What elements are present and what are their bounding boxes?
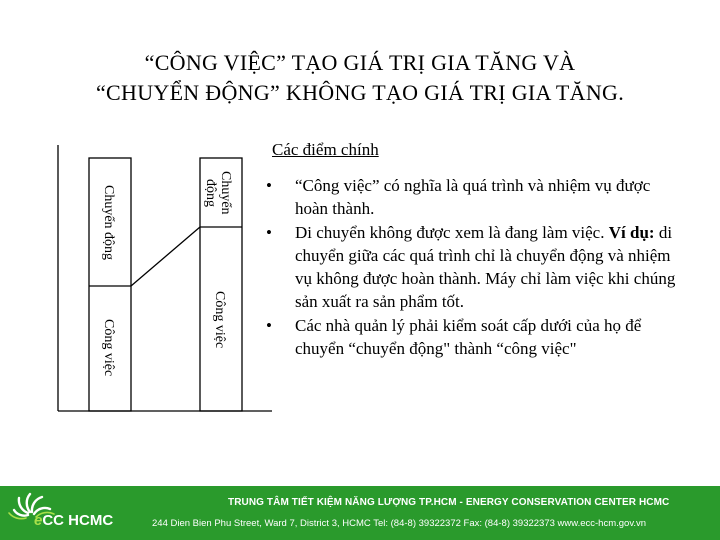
right-bar-motion-label (203, 165, 233, 221)
key-point-3-text: Các nhà quản lý phải kiểm soát cấp dưới của họ để chuyển “chuyển động" thành “công việc" (295, 315, 642, 359)
example-label: Ví dụ: (608, 222, 655, 242)
key-points-heading: Các điểm chính (272, 140, 379, 159)
logo-wordmark: eCC HCMC (34, 512, 114, 529)
left-bar-motion-label: Chuyển động (101, 185, 116, 261)
footer-contact: 244 Dien Bien Phu Street, Ward 7, District 3, HCMC Tel: (84-8) 39322372 Fax: (84-8) 39322373 www.ecc-hcm.gov.vn (152, 518, 647, 529)
key-point-2 (262, 221, 682, 314)
key-points-list (262, 174, 682, 360)
title-line-2: “CHUYỂN ĐỘNG” KHÔNG TẠO GIÁ TRỊ GIA TĂNG. (95, 80, 625, 105)
right-bar-motion-line-1: Chuyển (218, 171, 233, 215)
key-point-2-text: Di chuyển không được xem là đang làm việc. (295, 222, 605, 242)
right-bar-motion-line-2: động (203, 179, 218, 207)
bullet-icon: • (266, 315, 272, 335)
connector-line (131, 227, 200, 286)
footer-org-name: TRUNG TÂM TIẾT KIỆM NĂNG LƯỢNG TP.HCM - ENERGY CONSERVATION CENTER HCMC (228, 497, 670, 508)
footer-bar (0, 486, 720, 540)
key-point-1-text: “Công việc” có nghĩa là quá trình và nhiệm vụ được hoàn thành. (295, 176, 651, 219)
key-point-2-example: di chuyển giữa các quá trình chỉ là chuyển động và nhiệm vụ không được hoàn thành. Máy chỉ làm việc khi chúng sản xuất ra sản phẩm tốt. (295, 222, 676, 312)
key-point-1 (262, 174, 682, 221)
bullet-icon: • (266, 222, 272, 242)
title-line-1: “CÔNG VIỆC” TẠO GIÁ TRỊ GIA TĂNG VÀ (144, 50, 576, 75)
bullet-icon: • (266, 176, 272, 195)
left-bar-work-label: Công việc (101, 319, 116, 377)
right-bar-work-label: Công việc (212, 291, 227, 349)
key-point-3 (262, 314, 682, 361)
